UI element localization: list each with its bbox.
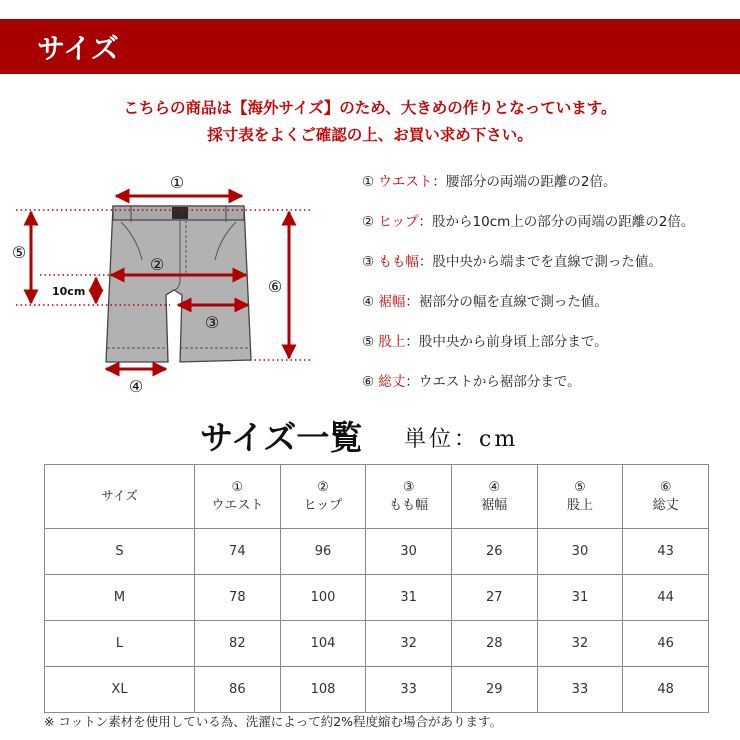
value-cell: 44 <box>623 575 709 621</box>
notice-line-2: 採寸表をよくご確認の上、お買い求め下さい。 <box>207 126 533 144</box>
value-cell: 96 <box>280 529 366 575</box>
legend-item-thigh: ③ もも幅：股中央から端までを直線で測った値。 <box>362 254 662 270</box>
value-cell: 33 <box>537 667 623 713</box>
value-cell: 29 <box>451 667 537 713</box>
table-header-row <box>45 465 709 529</box>
value-cell: 74 <box>195 529 281 575</box>
legend-item-hip: ② ヒップ：股から10cm上の部分の両端の距離の2倍。 <box>362 214 695 230</box>
col-header-length: ⑥ 総丈 <box>623 465 709 529</box>
value-cell: 82 <box>195 621 281 667</box>
diagram-label-2: ② <box>149 255 165 274</box>
value-cell: 108 <box>280 667 366 713</box>
value-cell: 100 <box>280 575 366 621</box>
value-cell: 46 <box>623 621 709 667</box>
legend-item-length: ⑥ 総丈：ウエストから裾部分まで。 <box>362 374 581 390</box>
table-row <box>45 667 709 713</box>
col-header-hip: ② ヒップ <box>280 465 366 529</box>
table-row <box>45 529 709 575</box>
value-cell: 28 <box>451 621 537 667</box>
value-cell: 43 <box>623 529 709 575</box>
table-title: サイズ一覧 <box>200 418 363 457</box>
footnote: ※ コットン素材を使用している為、洗濯によって約2%程度縮む場合があります。 <box>44 714 503 729</box>
shorts-diagram <box>0 160 330 400</box>
value-cell: 31 <box>366 575 452 621</box>
diagram-label-1: ① <box>169 173 185 192</box>
col-header-hem: ④ 裾幅 <box>451 465 537 529</box>
legend-item-waist: ① ウエスト：腰部分の両端の距離の2倍。 <box>362 174 617 190</box>
size-cell: L <box>45 621 195 667</box>
belt-buckle <box>172 207 188 219</box>
value-cell: 33 <box>366 667 452 713</box>
row-header-cell: サイズ <box>45 465 195 529</box>
value-cell: 26 <box>451 529 537 575</box>
size-table <box>44 464 709 713</box>
col-header-waist: ① ウエスト <box>195 465 281 529</box>
value-cell: 32 <box>537 621 623 667</box>
value-cell: 27 <box>451 575 537 621</box>
table-row <box>45 575 709 621</box>
value-cell: 86 <box>195 667 281 713</box>
size-cell: XL <box>45 667 195 713</box>
diagram-label-3: ③ <box>204 313 220 332</box>
value-cell: 48 <box>623 667 709 713</box>
legend-item-rise: ⑤ 股上：股中央から前身頃上部分まで。 <box>362 334 608 350</box>
unit-label: 単位：cm <box>404 427 519 452</box>
legend-item-hem: ④ 裾幅：裾部分の幅を直線で測った値。 <box>362 294 608 310</box>
value-cell: 31 <box>537 575 623 621</box>
notice-line-1: こちらの商品は【海外サイズ】のため、大きめの作りとなっています。 <box>123 99 617 117</box>
col-header-thigh: ③ もも幅 <box>366 465 452 529</box>
size-cell: S <box>45 529 195 575</box>
value-cell: 104 <box>280 621 366 667</box>
section-title: サイズ <box>37 32 119 65</box>
diagram-10cm-label: 10cm <box>52 285 86 298</box>
value-cell: 30 <box>366 529 452 575</box>
diagram-label-4: ④ <box>128 377 144 396</box>
section-header <box>0 19 740 74</box>
col-header-rise: ⑤ 股上 <box>537 465 623 529</box>
diagram-label-6: ⑥ <box>267 277 283 296</box>
value-cell: 78 <box>195 575 281 621</box>
value-cell: 30 <box>537 529 623 575</box>
diagram-label-5: ⑤ <box>11 243 27 262</box>
value-cell: 32 <box>366 621 452 667</box>
table-row <box>45 621 709 667</box>
size-cell: M <box>45 575 195 621</box>
